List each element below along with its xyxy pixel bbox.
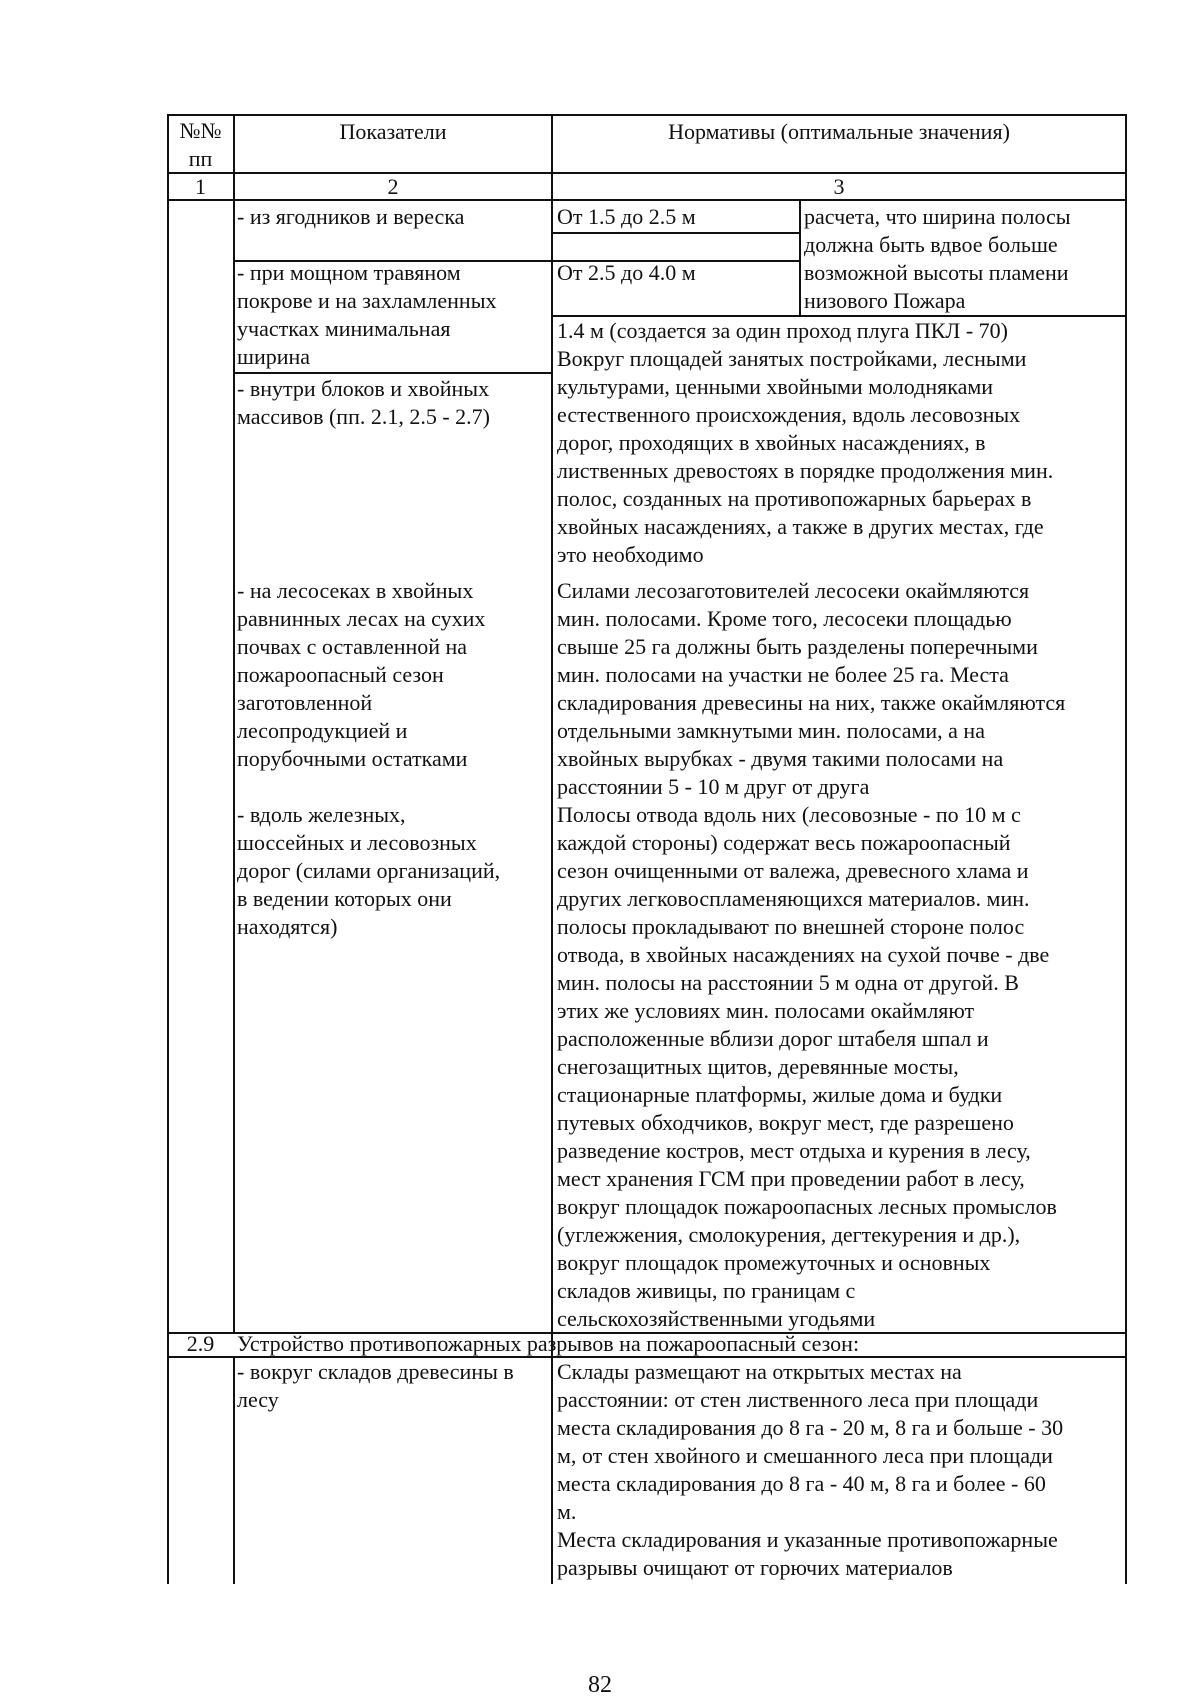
header-indicators-column: Показатели: [339, 119, 447, 144]
norm-logging-sites: Силами лесозаготовителей лесосеки окаймляются мин. полосами. Кроме того, лесосеки площадью свыше 25 га должны быть разделены поперечными мин. полосами на участки не более 25 га. Места складирования древесины на них, также окаймляются отдельными замкнутыми мин. полосами, а на хвойных вырубках - двумя такими полосами на расстоянии 5 - 10 м друг от друга: [557, 578, 1066, 799]
indicator-logging-sites: - на лесосеках в хвойных равнинных лесах на сухих почвах с оставленной на пожароопасный сезон заготовленной лесопродукцией и порубочными остатками: [237, 578, 486, 771]
header-number-column: №№ пп: [179, 118, 222, 171]
norm-inside-blocks: Вокруг площадей занятых постройками, лесными культурами, ценными хвойными молодняками естественного происхождения, вдоль лесовозных дорог, проходящих в хвойных насаждениях, в лиственных древостоях в порядке продолжения мин. полос, созданных на противопожарных барьерах в хвойных насаждениях, а также в других местах, где это необходимо: [557, 346, 1054, 567]
indicator-grass-cover: - при мощном травяном покрове и на захламленных участках минимальная ширина: [237, 260, 497, 369]
value-merged-divider: [799, 199, 801, 315]
column-1-divider-top: [233, 114, 235, 1332]
table-border-top: [167, 114, 1127, 116]
column-number-1: 1: [195, 174, 206, 199]
plow-note: 1.4 м (создается за один проход плуга ПКЛ - 70): [557, 318, 1008, 343]
indicator-timber-warehouses: - вокруг складов древесины в лесу: [237, 1359, 514, 1412]
label-2-bottom: [233, 372, 551, 374]
column-number-2: 2: [387, 174, 399, 199]
indicator-along-roads: - вдоль железных, шоссейных и лесовозных дорог (силами организаций, в ведении которых они находятся): [237, 802, 501, 939]
value-1-bottom: [551, 232, 799, 234]
indicator-berries-heather: - из ягодников и вереска: [237, 204, 465, 229]
column-1-divider-bottom: [233, 1356, 235, 1584]
page-number: 82: [588, 1672, 612, 1698]
value-berries-heather: От 1.5 до 2.5 м: [557, 204, 696, 229]
section-title: Устройство противопожарных разрывов на пожароопасный сезон:: [237, 1331, 860, 1356]
merged-note: расчета, что ширина полосы должна быть вдвое больше возможной высоты пламени низового Пожара: [804, 204, 1071, 313]
norm-timber-warehouses: Склады размещают на открытых местах на расстоянии: от стен лиственного леса при площади места складирования до 8 га - 20 м, 8 га и больше - 30 м, от стен хвойного и смешанного леса при площади места складирования до 8 га - 40 м, 8 га и более - 60 м. Места складирования и указанные противопожарные разрывы очищают от горючих материалов: [557, 1359, 1064, 1580]
column-number-3: 3: [833, 174, 845, 199]
norm-along-roads: Полосы отвода вдоль них (лесовозные - по 10 м с каждой стороны) содержат весь пожароопасный сезон очищенными от валежа, древесного хлама и других легковоспламеняющихся материалов. мин. полосы прокладывают по внешней стороне полос отвода, в хвойных насаждениях на сухой почве - две мин. полосы на расстоянии 5 м одна от другой. В этих же условиях мин. полосами окаймляют расположенные вблизи дорог штабеля шпал и снегозащитных щитов, деревянные мосты, стационарные платформы, жилые дома и будки путевых обходчиков, вокруг мест, где разрешено разведение костров, мест отдыха и курения в лесу, мест хранения ГСМ при проведении работ в лесу, вокруг площадок пожароопасных лесных промыслов (углежжения, смолокурения, дегтекурения и др.), вокруг площадок промежуточных и основных складов живицы, по границам с сельскохозяйственными угодьями: [557, 802, 1057, 1331]
value-grass-cover: От 2.5 до 4.0 м: [557, 260, 696, 285]
column-2-divider: [551, 114, 553, 1584]
section-number: 2.9: [186, 1331, 215, 1356]
header-norms-column: Нормативы (оптимальные значения): [668, 119, 1010, 144]
table-border-left: [167, 114, 169, 1584]
indicator-inside-blocks: - внутри блоков и хвойных массивов (пп. 2.1, 2.5 - 2.7): [237, 376, 490, 429]
table-border-right: [1125, 114, 1127, 1584]
